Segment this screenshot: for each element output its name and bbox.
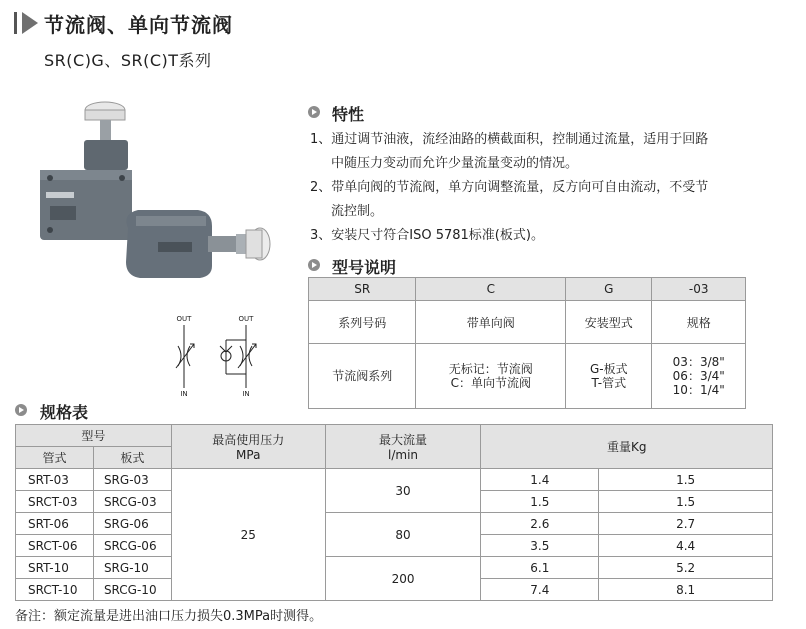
model-detail-size xyxy=(652,344,746,409)
spec-pipe-model: SRCT-10 xyxy=(16,579,94,601)
spec-flow-value: 30 xyxy=(325,469,481,513)
table-row xyxy=(16,557,773,579)
table-row xyxy=(16,469,773,491)
valve-illustration xyxy=(28,98,288,298)
model-detail-check-line: 无标记：节流阀 xyxy=(448,362,533,376)
model-detail-check-line: C：单向节流阀 xyxy=(450,376,531,390)
spec-pipe-model: SRT-06 xyxy=(16,513,94,535)
hydraulic-symbols xyxy=(170,312,290,400)
spec-header-flow xyxy=(325,425,481,469)
spec-table xyxy=(15,424,773,601)
spec-header-pressure xyxy=(171,425,325,469)
check-throttle-symbol xyxy=(220,325,256,388)
spec-weight-1: 3.5 xyxy=(481,535,599,557)
spec-header-pressure-unit: MPa xyxy=(236,448,261,462)
spec-plate-model: SRG-03 xyxy=(93,469,171,491)
spec-header-pressure-line: 最高使用压力 xyxy=(212,433,285,447)
model-meaning-series: 系列号码 xyxy=(309,301,416,344)
valve-horizontal-image xyxy=(126,210,270,278)
spec-plate-model: SRCG-10 xyxy=(93,579,171,601)
spec-weight-2: 2.7 xyxy=(599,513,773,535)
feature-line-1: 1、通过调节油液，流经油路的横截面积，控制通过流量，适用于回路 xyxy=(310,132,709,147)
model-bullet-icon xyxy=(308,259,320,271)
model-table xyxy=(308,277,746,409)
model-detail-size-line: 03：3/8" xyxy=(672,355,725,369)
spec-pipe-model: SRCT-06 xyxy=(16,535,94,557)
model-detail-series: 节流阀系列 xyxy=(309,344,416,409)
spec-pipe-model: SRT-03 xyxy=(16,469,94,491)
symbol-in-label-1: IN xyxy=(180,390,188,398)
feature-line-5: 3、安装尺寸符合ISO 5781标准(板式)。 xyxy=(310,228,544,243)
symbol-out-label-2: OUT xyxy=(238,315,254,323)
spec-weight-2: 8.1 xyxy=(599,579,773,601)
spec-weight-1: 2.6 xyxy=(481,513,599,535)
spec-flow-value: 200 xyxy=(325,557,481,601)
spec-plate-model: SRG-06 xyxy=(93,513,171,535)
spec-flow-value: 80 xyxy=(325,513,481,557)
spec-weight-2: 1.5 xyxy=(599,491,773,513)
symbol-in-label-2: IN xyxy=(242,390,250,398)
features-title: 特性 xyxy=(332,105,365,124)
model-detail-check xyxy=(416,344,566,409)
model-meaning-mount: 安装型式 xyxy=(566,301,652,344)
valve-upright-image xyxy=(40,102,132,240)
model-code-series: SR xyxy=(309,278,416,301)
page-title: 节流阀、单向节流阀 xyxy=(44,13,233,37)
header-bar xyxy=(14,12,17,34)
spec-weight-2: 5.2 xyxy=(599,557,773,579)
throttle-symbol xyxy=(176,325,194,388)
feature-line-4: 流控制。 xyxy=(331,204,384,219)
spec-header-pipe: 管式 xyxy=(16,447,94,469)
model-detail-size-line: 06：3/4" xyxy=(672,369,725,383)
spec-weight-2: 1.5 xyxy=(599,469,773,491)
model-code-size: -03 xyxy=(652,278,746,301)
footnote: 备注：额定流量是进出油口压力损失0.3MPa时测得。 xyxy=(15,609,323,624)
spec-title: 规格表 xyxy=(40,403,89,422)
spec-weight-1: 1.5 xyxy=(481,491,599,513)
model-detail-size-line: 10：1/4" xyxy=(672,383,725,397)
spec-weight-2: 4.4 xyxy=(599,535,773,557)
model-code-check: C xyxy=(416,278,566,301)
features-bullet-icon xyxy=(308,106,320,118)
spec-header-plate: 板式 xyxy=(93,447,171,469)
spec-plate-model: SRG-10 xyxy=(93,557,171,579)
spec-weight-1: 7.4 xyxy=(481,579,599,601)
spec-plate-model: SRCG-06 xyxy=(93,535,171,557)
spec-header-model: 型号 xyxy=(16,425,172,447)
feature-line-3: 2、带单向阀的节流阀，单方向调整流量，反方向可自由流动，不受节 xyxy=(310,180,709,195)
model-detail-mount-line: G-板式 xyxy=(589,362,628,376)
spec-pressure-value: 25 xyxy=(171,469,325,601)
model-meaning-check: 带单向阀 xyxy=(416,301,566,344)
spec-bullet-icon xyxy=(15,404,27,416)
spec-header-flow-unit: l/min xyxy=(388,448,419,462)
page-subtitle: SR(C)G、SR(C)T系列 xyxy=(44,51,212,70)
model-detail-mount-line: T-管式 xyxy=(591,376,627,390)
model-title: 型号说明 xyxy=(332,258,397,277)
symbol-out-label-1: OUT xyxy=(176,315,192,323)
feature-line-2: 中随压力变动而允许少量流量变动的情况。 xyxy=(331,156,579,171)
header-arrow-icon xyxy=(22,12,38,34)
spec-weight-1: 6.1 xyxy=(481,557,599,579)
spec-header-flow-line: 最大流量 xyxy=(379,433,428,447)
spec-header-weight: 重量Kg xyxy=(481,425,773,469)
spec-pipe-model: SRCT-03 xyxy=(16,491,94,513)
spec-plate-model: SRCG-03 xyxy=(93,491,171,513)
model-detail-mount xyxy=(566,344,652,409)
table-row xyxy=(16,513,773,535)
model-meaning-size: 规格 xyxy=(652,301,746,344)
model-code-mount: G xyxy=(566,278,652,301)
spec-pipe-model: SRT-10 xyxy=(16,557,94,579)
spec-weight-1: 1.4 xyxy=(481,469,599,491)
